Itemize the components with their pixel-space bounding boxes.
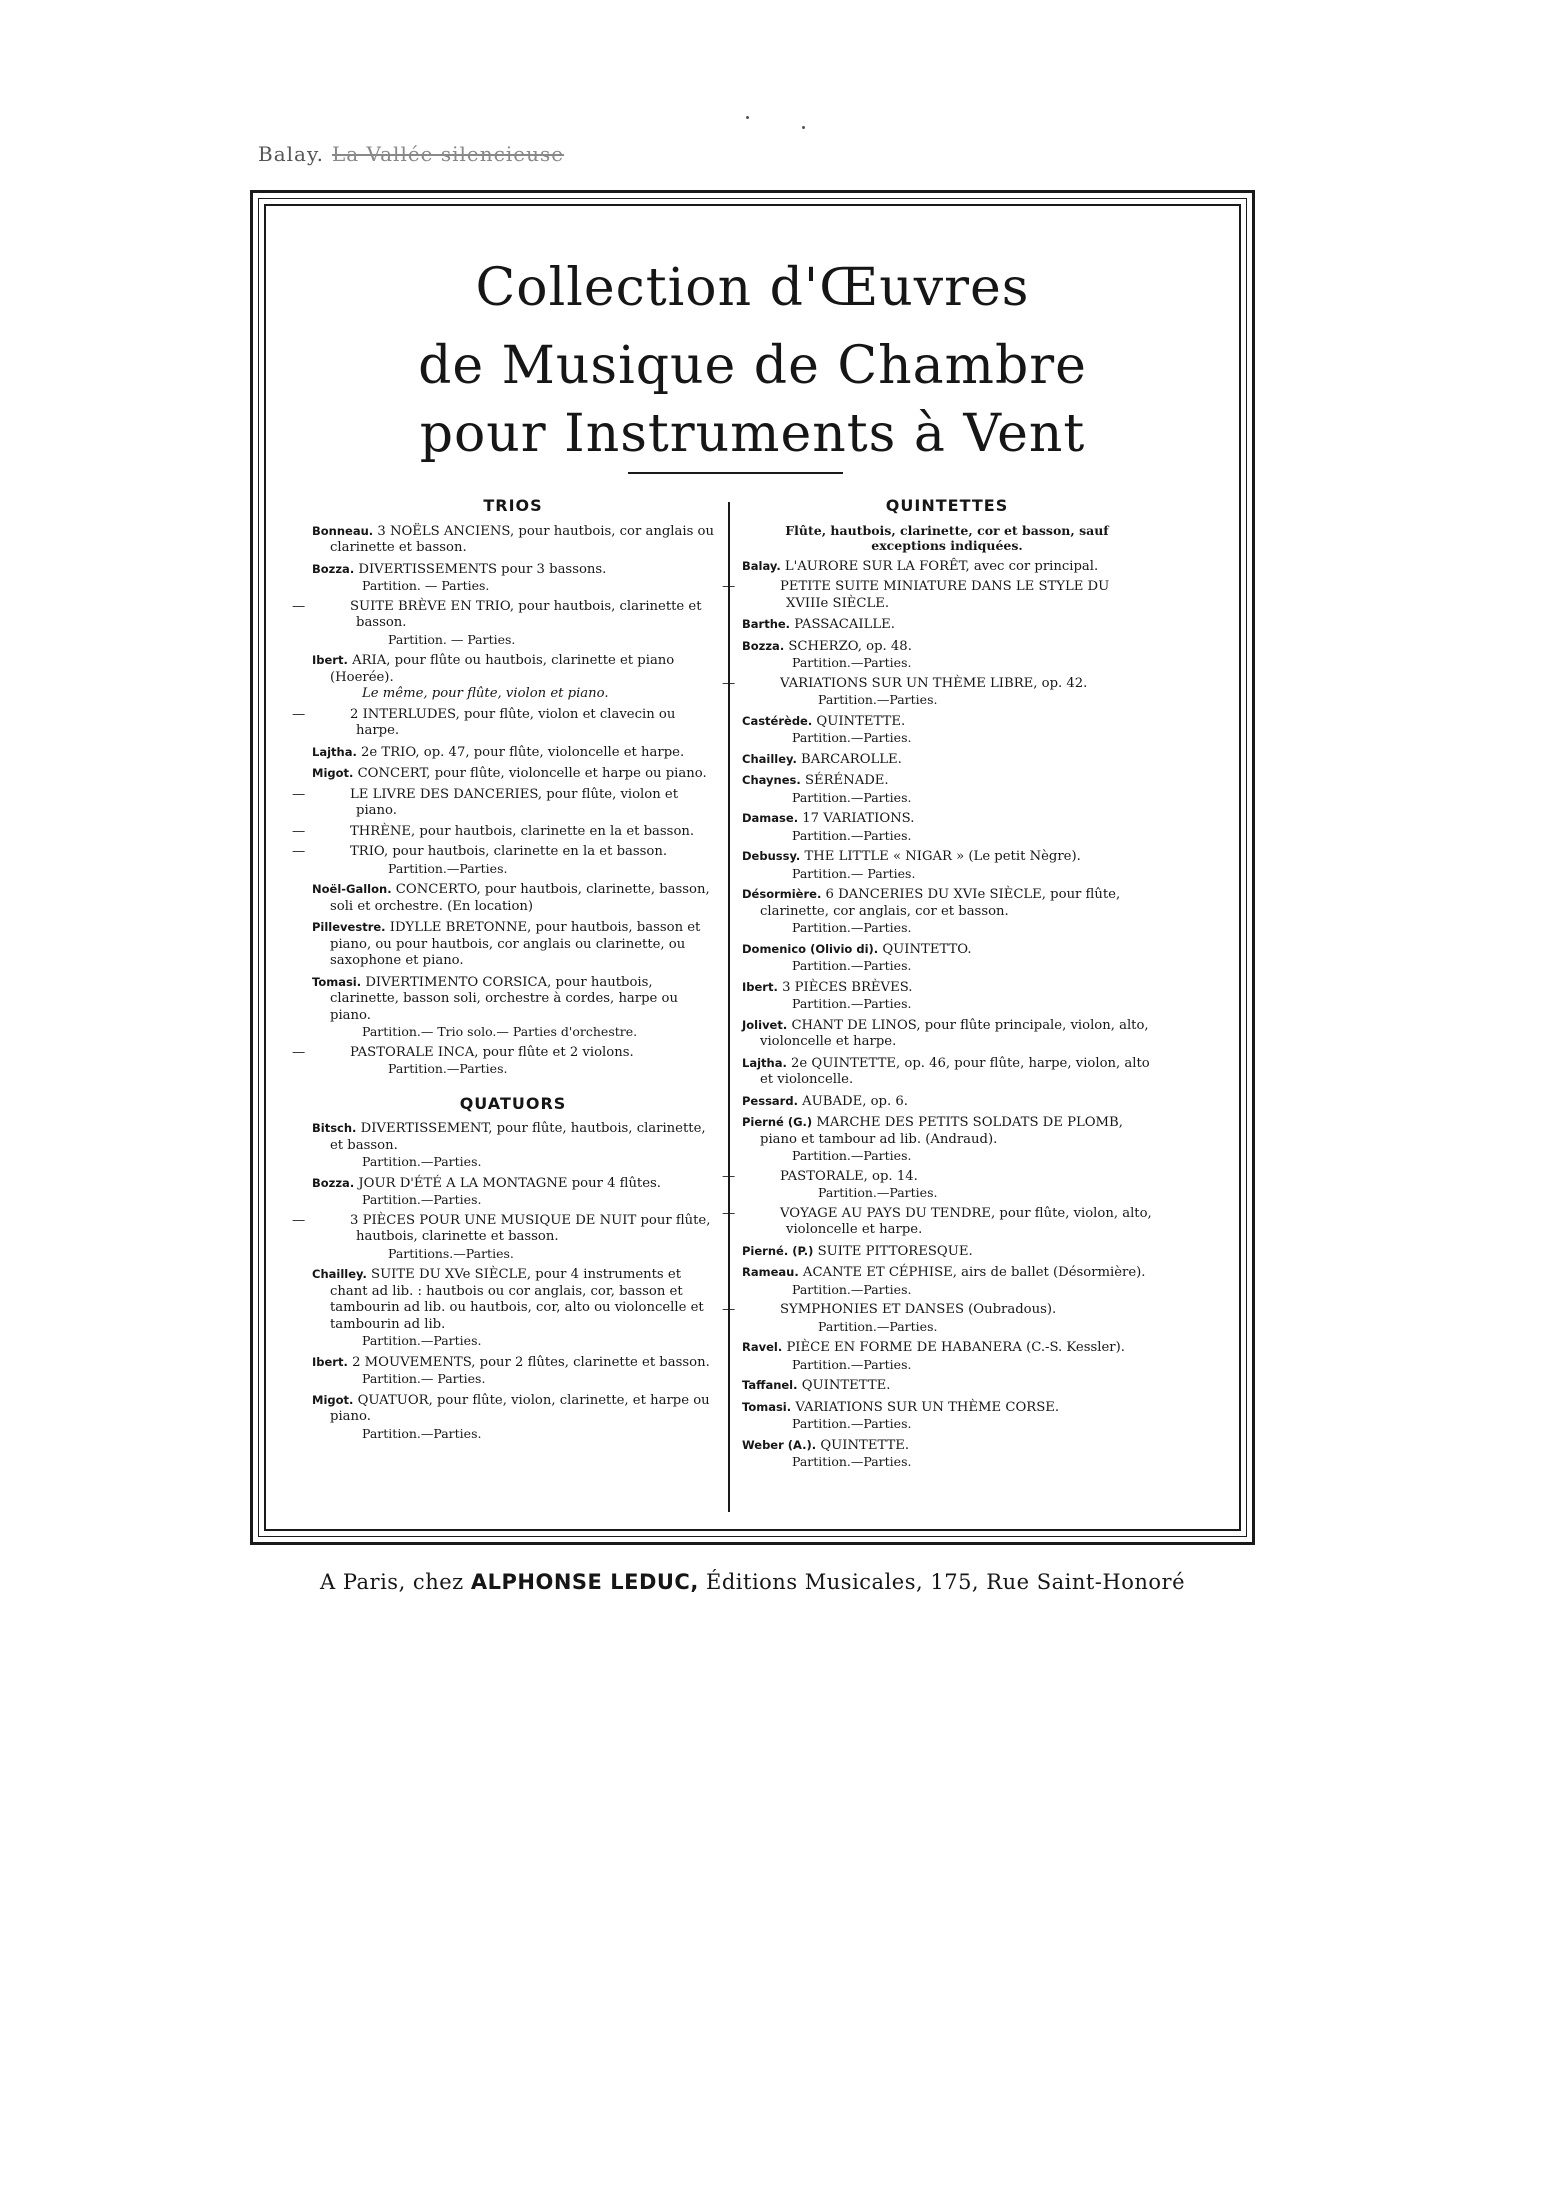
composer-name: Balay.: [742, 558, 781, 573]
catalog-entry: [312, 1175, 714, 1209]
work-title: 3 NOËLS ANCIENS, pour hautbois, cor anglais ou clarinette et basson.: [330, 523, 714, 555]
work-variant-note: Le même, pour flûte, violon et piano.: [362, 686, 609, 701]
scan-speck: [746, 116, 749, 119]
work-title: VOYAGE AU PAYS DU TENDRE, pour flûte, violon, alto, violoncelle et harpe.: [780, 1205, 1152, 1237]
quintettes-heading: QUINTETTES: [885, 496, 1009, 515]
composer-name: Lajtha.: [742, 1055, 787, 1070]
edition-note: Partition.—Parties.: [792, 996, 912, 1011]
composer-name: Ibert.: [312, 653, 348, 667]
catalog-entry: [312, 974, 714, 1041]
composer-name: Chaynes.: [742, 773, 801, 787]
composer-name: Taffanel.: [742, 1378, 798, 1392]
work-title: 2 MOUVEMENTS, pour 2 flûtes, clarinette et basson.: [352, 1354, 710, 1370]
work-title: SCHERZO, op. 48.: [788, 638, 912, 654]
edition-note: Partition.—Parties.: [792, 730, 912, 745]
composer-name: Domenico (Olivio di).: [742, 941, 879, 956]
trios-list: [292, 523, 714, 1078]
handwritten-struck-title: La Vallée silencieuse: [331, 142, 565, 166]
column-divider: [728, 502, 730, 1512]
work-title: PASTORALE, op. 14.: [780, 1168, 918, 1184]
composer-name: Bozza.: [742, 638, 785, 653]
quintettes-list: [722, 558, 1152, 1471]
edition-note: Partition.—Parties.: [792, 1281, 912, 1297]
catalog-entry: [742, 1264, 1152, 1298]
catalog-entry: — LE LIVRE DES DANCERIES, pour flûte, violon et piano.: [292, 786, 679, 818]
catalog-entry: [312, 1354, 714, 1388]
composer-name: Ibert.: [742, 979, 778, 994]
composer-name: Tomasi.: [742, 1399, 792, 1414]
work-title: QUINTETTE.: [816, 713, 906, 729]
catalog-entry: [742, 1377, 1152, 1395]
composer-name: Pessard.: [742, 1093, 798, 1108]
catalog-entry: [312, 1392, 714, 1443]
edition-note: Partition.—Parties.: [792, 827, 912, 843]
composer-name: Castérède.: [742, 713, 813, 728]
composer-name: Pierné. (P.): [742, 1243, 814, 1258]
catalog-entry: [742, 848, 1152, 882]
catalog-entry: [742, 772, 1152, 806]
work-title: CHANT DE LINOS, pour flûte principale, violon, alto, violoncelle et harpe.: [760, 1017, 1149, 1049]
catalog-entry: [312, 744, 714, 762]
catalog-entry: [742, 941, 1152, 975]
catalog-entry: [312, 919, 714, 970]
work-title: QUATUOR, pour flûte, violon, clarinette, et harpe ou piano.: [330, 1392, 710, 1424]
catalog-entry: [312, 881, 714, 915]
catalog-entry: [742, 1055, 1152, 1089]
catalog-entry: [742, 638, 1152, 672]
catalog-entry: [742, 1399, 1152, 1433]
quatuors-list: [292, 1120, 714, 1442]
catalog-entry: [742, 1339, 1152, 1373]
publisher-footer: [250, 1570, 1255, 1594]
composer-name: Noël-Gallon.: [312, 882, 392, 896]
edition-note: Partition.— Trio solo.— Parties d'orchestre.: [362, 1024, 638, 1039]
edition-note: Partition.— Parties.: [362, 1371, 486, 1386]
work-title: SUITE BRÈVE EN TRIO, pour hautbois, clarinette et basson.: [350, 598, 702, 630]
title-rule: [628, 472, 843, 474]
composer-name: Lajtha.: [312, 744, 357, 759]
catalog-entry: [312, 652, 714, 703]
composer-name: Jolivet.: [742, 1017, 788, 1032]
catalog-entry: [742, 810, 1152, 844]
right-column: [722, 496, 1152, 1475]
edition-note: Partition.—Parties.: [362, 1333, 482, 1348]
edition-note: Partition.—Parties.: [362, 1192, 482, 1207]
title-line-2: de Musique de Chambre: [418, 336, 1087, 396]
work-title: 2e TRIO, op. 47, pour flûte, violoncelle et harpe.: [361, 744, 685, 760]
trios-heading: TRIOS: [483, 496, 543, 515]
edition-note: Partition.—Parties.: [792, 655, 912, 670]
work-title: 3 PIÈCES POUR UNE MUSIQUE DE NUIT pour flûte, hautbois, clarinette et basson.: [350, 1212, 711, 1244]
catalog-entry: — 2 INTERLUDES, pour flûte, violon et clavecin ou harpe.: [292, 706, 676, 738]
catalog-entry: [312, 561, 714, 595]
work-title: ACANTE ET CÉPHISE, airs de ballet (Désormière).: [802, 1265, 1146, 1280]
work-title: JOUR D'ÉTÉ A LA MONTAGNE pour 4 flûtes.: [358, 1175, 662, 1191]
work-title: SYMPHONIES ET DANSES (Oubradous).: [780, 1302, 1057, 1317]
work-title: CONCERTO, pour hautbois, clarinette, basson, soli et orchestre. (En location): [330, 882, 710, 914]
composer-name: Bozza.: [312, 1175, 355, 1190]
edition-note: Partition.—Parties.: [792, 789, 912, 805]
work-title: QUINTETTO.: [882, 941, 972, 957]
work-title: THRÈNE, pour hautbois, clarinette en la et basson.: [350, 823, 695, 839]
composer-name: Bonneau.: [312, 523, 374, 538]
footer-prefix: A Paris, chez: [320, 1570, 464, 1594]
edition-note: Partitions.—Parties.: [388, 1245, 514, 1261]
catalog-entry: [312, 1266, 714, 1350]
composer-name: Bitsch.: [312, 1121, 357, 1135]
composer-name: Damase.: [742, 811, 799, 825]
work-title: TRIO, pour hautbois, clarinette en la et basson.: [350, 844, 668, 859]
composer-name: Chailley.: [312, 1267, 367, 1281]
quintettes-intro: Flûte, hautbois, clarinette, cor et basson, sauf exceptions indiquées.: [785, 522, 1109, 553]
catalog-entry: — VARIATIONS SUR UN THÈME LIBRE, op. 42. Partition.—Parties.: [742, 676, 1152, 709]
left-column: [292, 496, 714, 1446]
catalog-entry: [312, 765, 714, 783]
composer-name: Weber (A.).: [742, 1437, 817, 1452]
edition-note: Partition.—Parties.: [792, 1416, 912, 1431]
edition-note: Partition. — Parties.: [362, 578, 490, 593]
catalog-entry: [742, 886, 1152, 937]
work-title: SÉRÉNADE.: [804, 773, 889, 788]
catalog-entry: — SUITE BRÈVE EN TRIO, pour hautbois, clarinette et basson. Partition. — Parties.: [312, 599, 714, 649]
catalog-entry: [312, 1120, 714, 1171]
work-title: IDYLLE BRETONNE, pour hautbois, basson et piano, ou pour hautbois, cor anglais ou clarinette, ou saxophone et piano.: [330, 920, 701, 968]
composer-name: Pillevestre.: [312, 920, 386, 934]
work-title: L'AURORE SUR LA FORÊT, avec cor principal.: [784, 558, 1099, 574]
edition-note: Partition.—Parties.: [792, 1454, 912, 1469]
work-title: 3 PIÈCES BRÈVES.: [782, 979, 913, 995]
work-title: SUITE PITTORESQUE.: [817, 1243, 973, 1259]
catalog-entry: — THRÈNE, pour hautbois, clarinette en la et basson.: [292, 823, 695, 839]
scan-speck: [802, 126, 805, 129]
composer-name: Désormière.: [742, 887, 822, 901]
work-title: LE LIVRE DES DANCERIES, pour flûte, violon et piano.: [350, 786, 679, 818]
edition-note: Partition.—Parties.: [818, 1318, 938, 1334]
composer-name: Rameau.: [742, 1265, 799, 1279]
work-title: PETITE SUITE MINIATURE DANS LE STYLE DU XVIIIe SIÈCLE.: [780, 579, 1110, 611]
catalog-entry: [742, 1017, 1152, 1051]
composer-name: Ibert.: [312, 1354, 348, 1369]
composer-name: Migot.: [312, 766, 354, 780]
footer-publisher: ALPHONSE LEDUC,: [470, 1570, 699, 1594]
work-title: 6 DANCERIES DU XVIe SIÈCLE, pour flûte, clarinette, cor anglais, cor et basson.: [760, 887, 1121, 919]
handwritten-annotation: [258, 142, 564, 166]
catalog-entry: [742, 1437, 1152, 1471]
edition-note: Partition.—Parties.: [792, 1148, 912, 1163]
edition-note: Partition.—Parties.: [792, 920, 912, 935]
composer-name: Tomasi.: [312, 974, 362, 989]
composer-name: Pierné (G.): [742, 1115, 813, 1129]
work-title: 2e QUINTETTE, op. 46, pour flûte, harpe, violon, alto et violoncelle.: [760, 1055, 1150, 1087]
work-title: 2 INTERLUDES, pour flûte, violon et clavecin ou harpe.: [350, 706, 676, 738]
edition-note: Partition.—Parties.: [792, 1356, 912, 1372]
catalog-entry: — PETITE SUITE MINIATURE DANS LE STYLE DU XVIIIe SIÈCLE.: [722, 579, 1110, 611]
composer-name: Barthe.: [742, 617, 791, 631]
composer-name: Chailley.: [742, 751, 797, 766]
work-title: AUBADE, op. 6.: [802, 1093, 908, 1109]
catalog-entry: — PASTORALE, op. 14. Partition.—Parties.: [742, 1169, 1152, 1202]
composer-name: Debussy.: [742, 849, 801, 863]
work-title: CONCERT, pour flûte, violoncelle et harpe ou piano.: [357, 766, 707, 781]
edition-note: Partition.—Parties.: [362, 1154, 482, 1169]
catalog-entry: [742, 751, 1152, 769]
composer-name: Bozza.: [312, 561, 355, 576]
catalog-entry: — PASTORALE INCA, pour flûte et 2 violons. Partition.—Parties.: [312, 1045, 714, 1078]
work-title: BARCAROLLE.: [801, 751, 902, 767]
work-title: PASTORALE INCA, pour flûte et 2 violons.: [350, 1044, 634, 1060]
catalog-entry: [742, 1243, 1152, 1261]
catalog-entry: [742, 1114, 1152, 1165]
catalog-entry: — TRIO, pour hautbois, clarinette en la et basson. Partition.—Parties.: [312, 844, 714, 877]
edition-note: Partition.—Parties.: [818, 1185, 938, 1200]
catalog-entry: — SYMPHONIES ET DANSES (Oubradous). Partition.—Parties.: [742, 1302, 1152, 1335]
work-title: DIVERTISSEMENT, pour flûte, hautbois, clarinette, et basson.: [330, 1121, 706, 1153]
work-title: QUINTETTE.: [820, 1437, 910, 1453]
work-title: PASSACAILLE.: [794, 617, 895, 632]
composer-name: Migot.: [312, 1392, 354, 1407]
work-title: DIVERTIMENTO CORSICA, pour hautbois, clarinette, basson soli, orchestre à cordes, harpe ou piano.: [330, 974, 678, 1023]
work-title: ARIA, pour flûte ou hautbois, clarinette et piano (Hoerée).: [330, 653, 675, 685]
work-title: SUITE DU XVe SIÈCLE, pour 4 instruments et chant ad lib. : hautbois ou cor anglais, cor, basson et tambourin ad lib. ou hautbois, cor, alto ou violoncelle et tambourin ad lib.: [330, 1267, 704, 1332]
edition-note: Partition.—Parties.: [818, 692, 938, 707]
catalog-entry: [742, 979, 1152, 1013]
handwritten-name: Balay.: [258, 142, 324, 166]
title-line-1: Collection d'Œuvres: [475, 258, 1030, 318]
work-title: 17 VARIATIONS.: [802, 811, 915, 826]
quatuors-heading: QUATUORS: [459, 1093, 567, 1113]
work-title: MARCHE DES PETITS SOLDATS DE PLOMB, piano et tambour ad lib. (Andraud).: [760, 1115, 1123, 1147]
catalog-entry: — VOYAGE AU PAYS DU TENDRE, pour flûte, violon, alto, violoncelle et harpe.: [722, 1205, 1152, 1237]
catalog-entry: [742, 616, 1152, 634]
edition-note: Partition.— Parties.: [792, 865, 916, 881]
edition-note: Partition.—Parties.: [388, 1061, 508, 1076]
work-title: VARIATIONS SUR UN THÈME LIBRE, op. 42.: [780, 675, 1088, 691]
catalog-entry: [742, 713, 1152, 747]
catalog-entry: [742, 1093, 1152, 1111]
work-title: PIÈCE EN FORME DE HABANERA (C.-S. Kessler).: [786, 1340, 1125, 1355]
work-title: VARIATIONS SUR UN THÈME CORSE.: [795, 1399, 1060, 1415]
composer-name: Ravel.: [742, 1340, 783, 1354]
footer-address: Éditions Musicales, 175, Rue Saint-Honoré: [706, 1570, 1185, 1594]
edition-note: Partition.—Parties.: [362, 1425, 482, 1441]
edition-note: Partition.—Parties.: [388, 860, 508, 876]
catalog-entry: [742, 558, 1152, 576]
title-line-3: pour Instruments à Vent: [419, 404, 1086, 464]
work-title: THE LITTLE « NIGAR » (Le petit Nègre).: [804, 849, 1081, 864]
edition-note: Partition.—Parties.: [792, 958, 912, 973]
catalog-entry: [312, 523, 714, 557]
catalog-entry: — 3 PIÈCES POUR UNE MUSIQUE DE NUIT pour flûte, hautbois, clarinette et basson. Partitions.—Parties.: [312, 1213, 714, 1263]
work-title: QUINTETTE.: [801, 1378, 891, 1393]
work-title: DIVERTISSEMENTS pour 3 bassons.: [358, 561, 607, 577]
edition-note: Partition. — Parties.: [388, 631, 516, 647]
